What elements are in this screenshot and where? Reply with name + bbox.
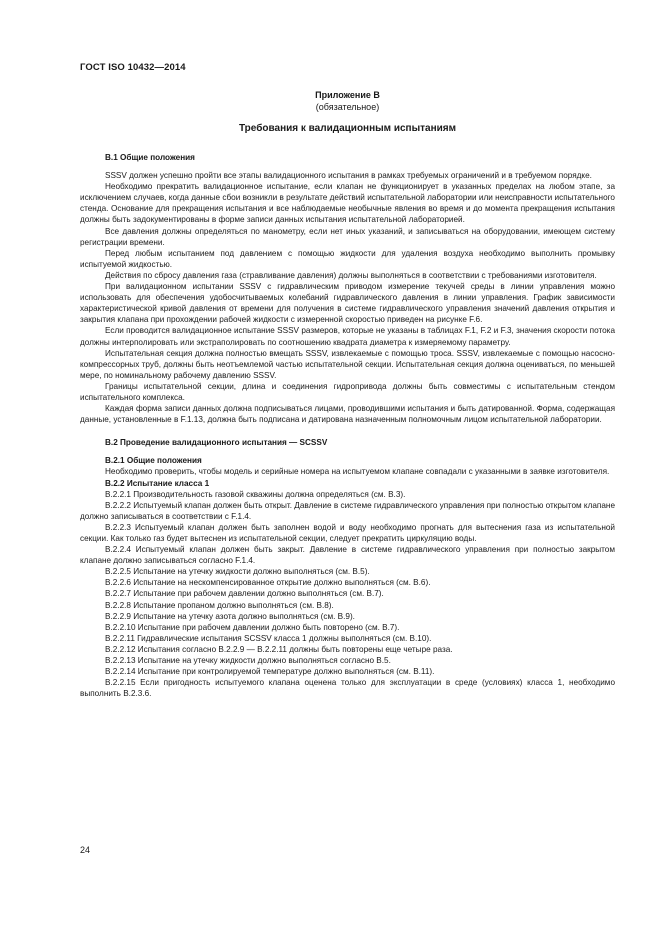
clause-item: В.2.2.12 Испытания согласно В.2.2.9 — В.2.2.11 должны быть повторены еще четыре раза. — [105, 644, 453, 654]
clause-item: В.2.2.2 Испытуемый клапан должен быть открыт. Давление в системе гидравлического управления при полностью открытом клапане должно записываться в соответствии с F.1.4. — [80, 500, 615, 521]
page-number: 24 — [80, 845, 91, 855]
annex-title: Приложение В — [315, 90, 380, 100]
clause-item: В.2.2.8 Испытание пропаном должно выполняться (см. В.8). — [105, 600, 334, 610]
paragraph: Перед любым испытанием под давлением с помощью жидкости для удаления воздуха необходимо выполнить промывку испытуемой жидкостью. — [80, 248, 615, 269]
clause-item: В.2.2.5 Испытание на утечку жидкости должно выполняться (см. В.5). — [105, 567, 370, 577]
paragraph: Каждая форма записи данных должна подписываться лицами, проводившими испытания и быть датированной. Форма, содержащая данные, установленные в F.1.13, должна быть подписана и датирована назначенным полномочным лицом испытательной лаборатории. — [80, 404, 615, 425]
clause-item: В.2.2.14 Испытание при контролируемой температуре должно выполняться (см. В.11). — [105, 667, 435, 677]
annex-heading: Требования к валидационным испытаниям — [238, 123, 457, 134]
clause-item: В.2.2.10 Испытание при рабочем давлении должно быть повторено (см. В.7). — [105, 622, 400, 632]
paragraph: Действия по сбросу давления газа (стравливание давления) должны выполняться в соответствии с требованиями изготовителя. — [105, 270, 597, 280]
standard-header: ГОСТ ISO 10432—2014 — [80, 62, 186, 73]
paragraph: Необходимо прекратить валидационное испытание, если клапан не функционирует в указанных пределах на любом этапе, за исключением случаев, когда данные сбои возникли в результате действий испытательной лаборатории или неисправности испытательного стенда. Основание для прекращения испытания и все наблюдаемые необычные явления во время и до момента прекращения испытания должны быть задокументированы в форме записи данных испытания испытательной лабораторией. — [80, 182, 615, 225]
section-b2-heading: В.2 Проведение валидационного испытания — SCSSV — [105, 438, 328, 448]
paragraph: Если проводится валидационное испытание SSSV размеров, которые не указаны в таблицах F.1, F.2 и F.3, значения скорости потока должны интерполировать или экстраполировать по соотношению квадрата диаметра к измеряемому параметру. — [80, 326, 615, 347]
paragraph: Испытательная секция должна полностью вмещать SSSV, извлекаемые с помощью троса. SSSV, извлекаемые с помощью насосно-компрессорных труб, должны быть неотъемлемой частью испытательной секции. Испытательная секция должна оцениваться, по меньшей мере, по номинальному рабочему давлению SSSV. — [80, 348, 615, 380]
clause-item: В.2.2.1 Производительность газовой скважины должна определяться (см. В.3). — [105, 489, 406, 499]
document-body — [80, 152, 615, 699]
subsection-b22-heading: В.2.2 Испытание класса 1 — [105, 478, 210, 488]
clause-item: В.2.2.7 Испытание при рабочем давлении должно выполняться (см. В.7). — [105, 589, 384, 599]
paragraph: Все давления должны определяться по манометру, если нет иных указаний, и записываться на оборудовании, имеющем систему регистрации времени. — [80, 226, 615, 247]
section-b1-heading: В.1 Общие положения — [105, 153, 195, 162]
clause-item: В.2.2.13 Испытание на утечку жидкости должно выполняться согласно В.5. — [105, 656, 391, 666]
clause-item: В.2.2.11 Гидравлические испытания SCSSV класса 1 должны выполняться (см. В.10). — [105, 633, 432, 643]
clause-item: В.2.2.4 Испытуемый клапан должен быть закрыт. Давление в системе гидравлического управления при полностью закрытом клапане должно записываться согласно F.1.4. — [80, 545, 615, 566]
paragraph: Необходимо проверить, чтобы модель и серийные номера на испытуемом клапане совпадали с указанными в заявке изготовителя. — [105, 467, 610, 477]
subsection-b21-heading: В.2.1 Общие положения — [105, 456, 202, 466]
paragraph: Границы испытательной секции, длина и соединения гидропривода должны быть совместимы с испытательным стендом испытательного комплекса. — [80, 381, 615, 402]
paragraph: SSSV должен успешно пройти все этапы валидационного испытания в рамках требуемых ограничений и в требуемом порядке. — [105, 171, 592, 181]
paragraph: При валидационном испытании SSSV с гидравлическим приводом измерение текучей среды в линии управления можно использовать для обеспечения удобосчитываемых колебаний гидравлического давления в линии управления. График зависимости характеристической кривой давления от времени для получения в системе гидравлического управления значений давления открытия и закрытия клапана при прохождении рабочей жидкости с измеренной скоростью приведен на рисунке F.6. — [80, 282, 615, 325]
annex-status: (обязательное) — [315, 102, 380, 112]
clause-item: В.2.2.9 Испытание на утечку азота должно выполняться (см. В.9). — [105, 611, 355, 621]
clause-item: В.2.2.3 Испытуемый клапан должен быть заполнен водой и воду необходимо прогнать для вытеснения газа из испытательной секции. Как только газ будет вытеснен из испытательной секции, следует прекратить циркуляцию воды. — [80, 522, 615, 543]
clause-item: В.2.2.15 Если пригодность испытуемого клапана оценена только для эксплуатации в среде (условиях) класса 1, необходимо выполнить В.2.3.6. — [80, 678, 615, 699]
clause-item: В.2.2.6 Испытание на нескомпенсированное открытие должно выполняться (см. В.6). — [105, 578, 431, 588]
